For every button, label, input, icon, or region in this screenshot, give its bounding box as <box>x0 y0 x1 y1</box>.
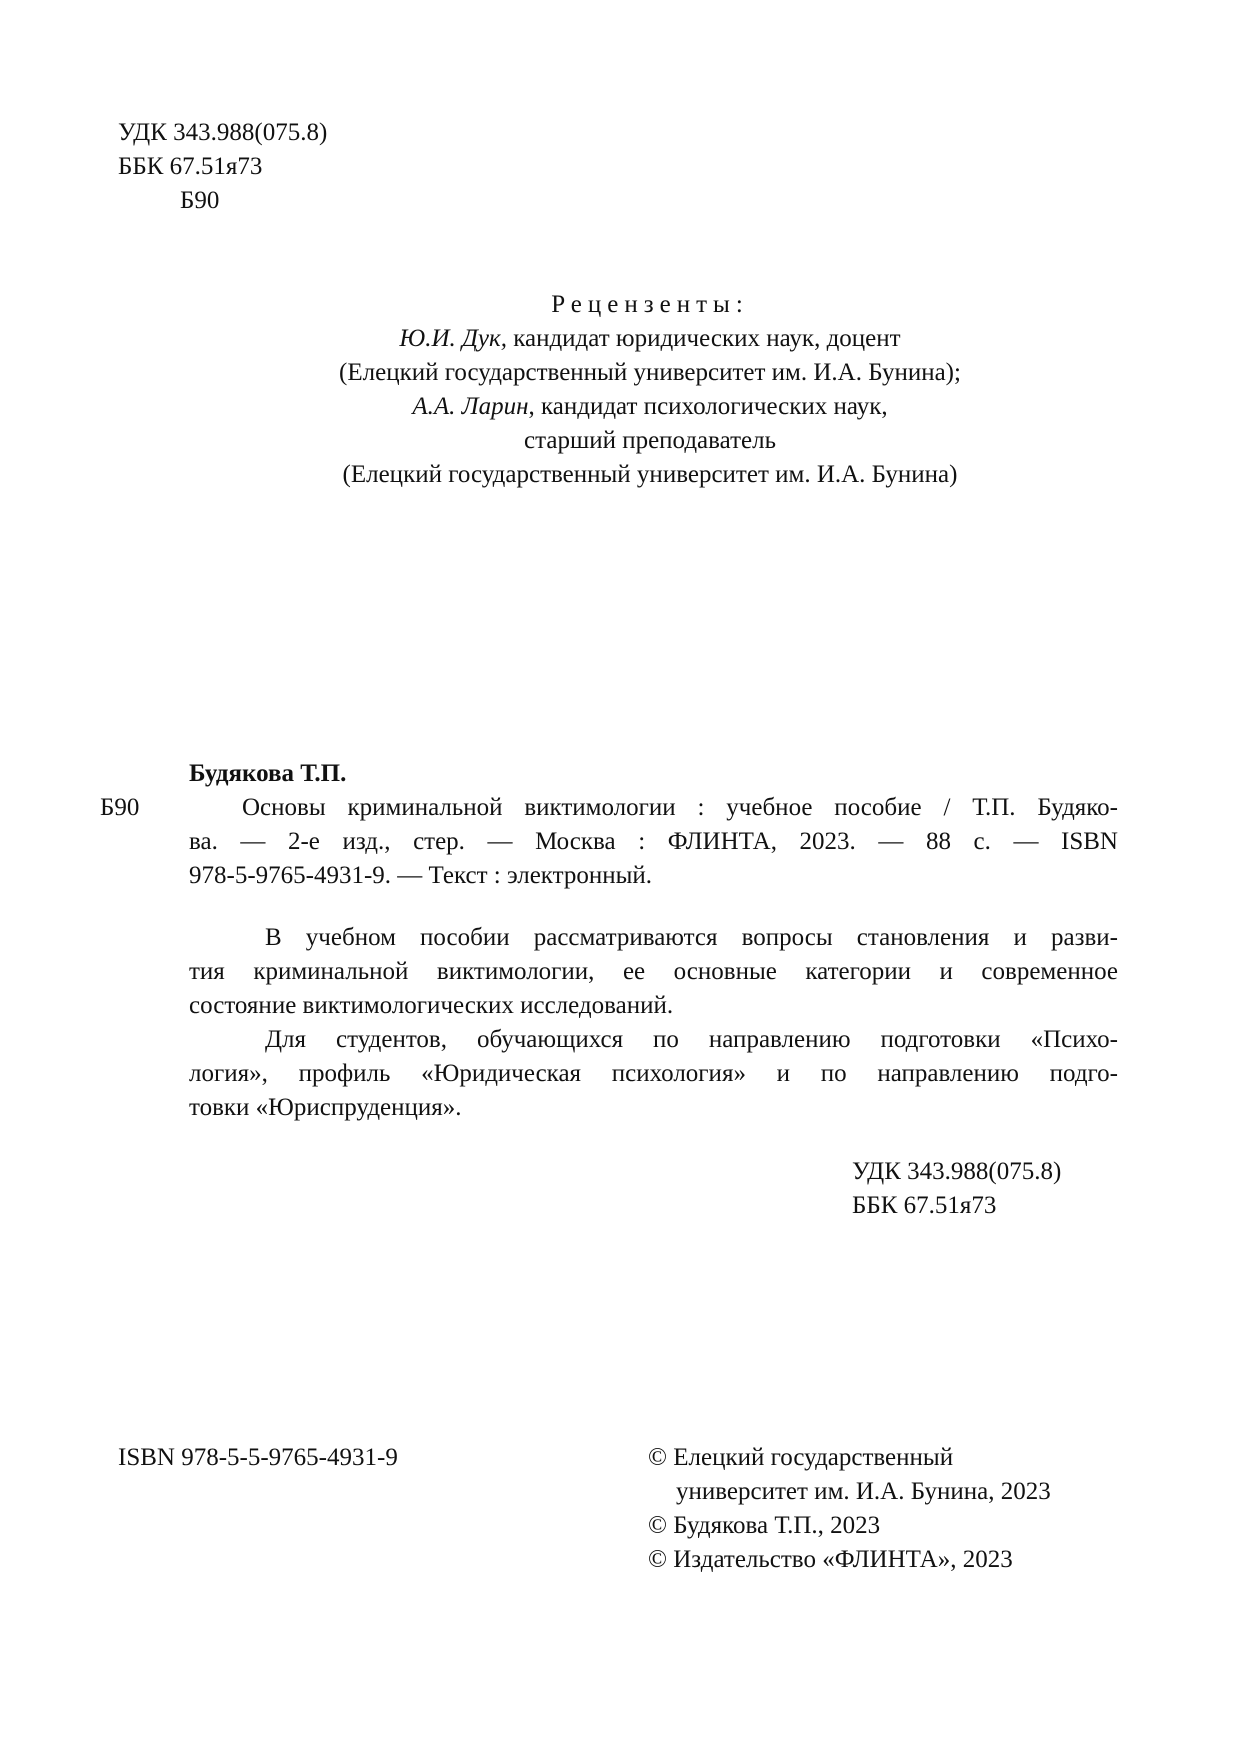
annotation-line: тия криминальной виктимологии, ее основные категории и современное <box>189 958 1118 985</box>
bibliographic-citation <box>189 791 1118 893</box>
reviewer-2-org: (Елецкий государственный университет им. И.А. Бунина) <box>342 461 958 488</box>
copyright-block <box>648 1441 1051 1577</box>
author-sign: Б90 <box>180 187 220 214</box>
reviewers-section <box>200 288 1100 492</box>
reviewer-2 <box>200 390 1100 424</box>
annotation-line: логия», профиль «Юридическая психология» и по направлению подго- <box>189 1060 1118 1087</box>
copyright-line: © Будякова Т.П., 2023 <box>648 1512 881 1539</box>
annotation <box>189 921 1118 1125</box>
reviewer-2-title-cont: старший преподаватель <box>524 427 776 454</box>
reviewer-1-title: кандидат юридических наук, доцент <box>506 325 901 352</box>
annotation-line: В учебном пособии рассматриваются вопросы становления и разви- <box>265 924 1118 951</box>
annotation-line: товки «Юриспруденция». <box>189 1094 462 1121</box>
copyright-line: © Издательство «ФЛИНТА», 2023 <box>648 1546 1013 1573</box>
isbn: ISBN 978-5-5-9765-4931-9 <box>118 1444 398 1471</box>
reviewer-1-name: Ю.И. Дук, <box>399 325 507 352</box>
reviewer-2-title: , кандидат психологических наук, <box>528 393 888 420</box>
udk-code: УДК 343.988(075.8) <box>118 119 328 146</box>
top-classification <box>118 116 327 218</box>
copyright-line: © Елецкий государственный <box>648 1444 954 1471</box>
citation-line: ва. — 2-е изд., стер. — Москва : ФЛИНТА, 2023. — 88 с. — ISBN <box>189 828 1118 855</box>
bottom-classification <box>852 1155 1061 1223</box>
bbk-code: ББК 67.51я73 <box>852 1192 997 1219</box>
bbk-code: ББК 67.51я73 <box>118 153 263 180</box>
author-name: Будякова Т.П. <box>189 760 347 787</box>
reviewer-1 <box>200 322 1100 356</box>
reviewer-2-name: А.А. Ларин <box>412 393 529 420</box>
copyright-line: университет им. И.А. Бунина, 2023 <box>676 1478 1051 1505</box>
citation-line: Основы криминальной виктимологии : учебное пособие / Т.П. Будяко- <box>242 794 1118 821</box>
reviewers-heading: Рецензенты: <box>551 291 749 318</box>
annotation-line: состояние виктимологических исследований. <box>189 992 674 1019</box>
udk-code: УДК 343.988(075.8) <box>852 1158 1062 1185</box>
author-sign-margin: Б90 <box>100 794 140 821</box>
reviewer-1-org: (Елецкий государственный университет им. И.А. Бунина); <box>339 359 961 386</box>
annotation-line: Для студентов, обучающихся по направлению подготовки «Психо- <box>265 1026 1118 1053</box>
citation-line: 978-5-9765-4931-9. — Текст : электронный. <box>189 862 653 889</box>
